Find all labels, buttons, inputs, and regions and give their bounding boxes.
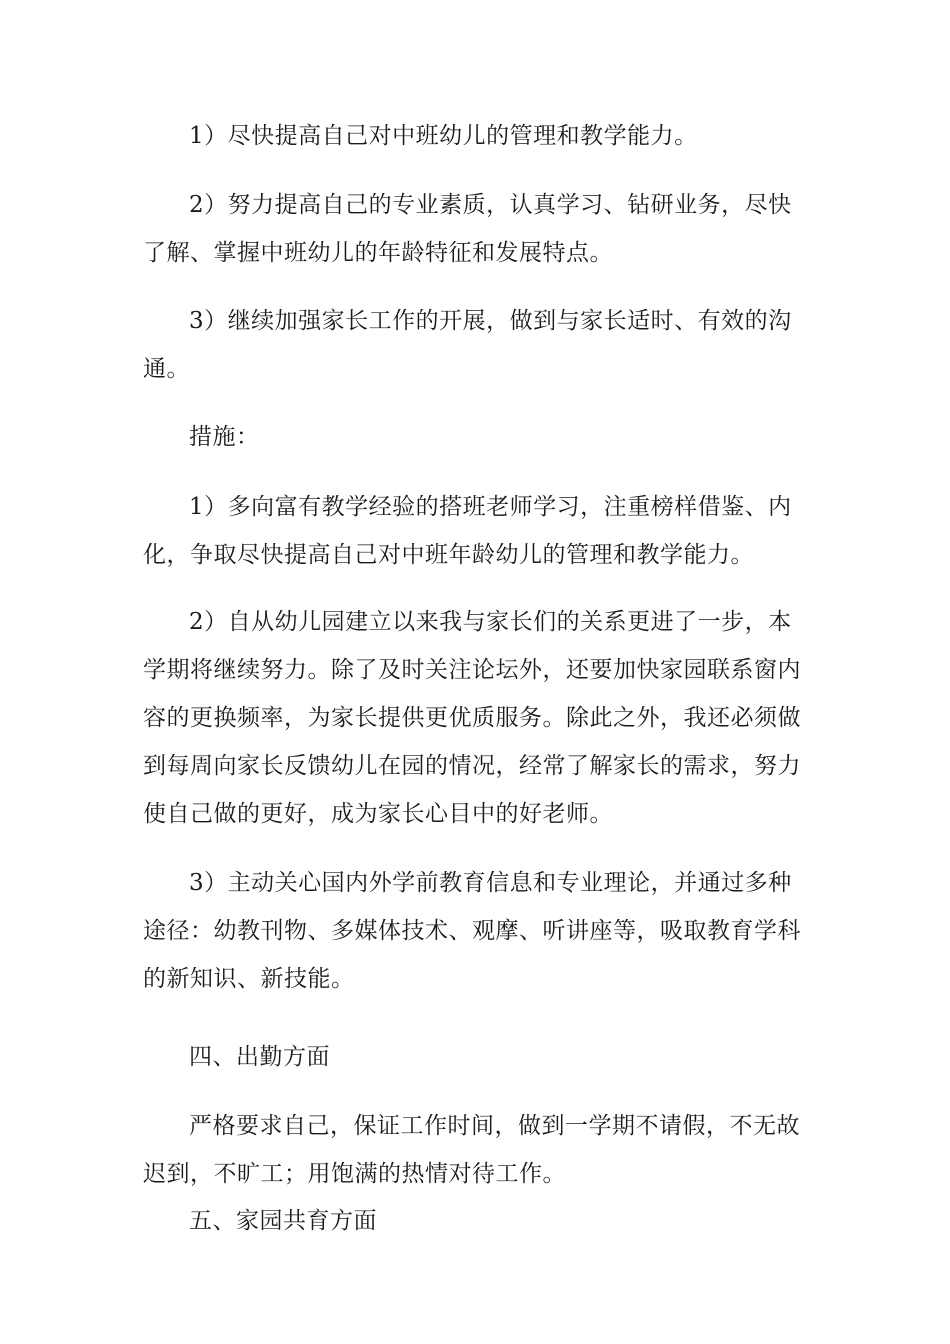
heading-measures: 措施： [189, 424, 260, 450]
heading-attendance: 四、出勤方面 [189, 1044, 330, 1070]
paragraph-measure-1: 1）多向富有教学经验的搭班老师学习，注重榜样借鉴、内化，争取尽快提高自己对中班年龄幼儿的管理和教学能力。 [143, 494, 792, 568]
paragraph-goal-3: 3）继续加强家长工作的开展，做到与家长适时、有效的沟通。 [143, 308, 792, 382]
paragraph-measure-2: 2）自从幼儿园建立以来我与家长们的关系更进了一步，本学期将继续努力。除了及时关注论坛外，还要加快家园联系窗内容的更换频率，为家长提供更优质服务。除此之外，我还必须做到每周向家长反馈幼儿在园的情况，经常了解家长的需求，努力使自己做的更好，成为家长心目中的好老师。 [143, 609, 801, 827]
paragraph-measure-3: 3）主动关心国内外学前教育信息和专业理论，并通过多种途径：幼教刊物、多媒体技术、观摩、听讲座等，吸取教育学科的新知识、新技能。 [143, 870, 801, 992]
heading-home-school: 五、家园共育方面 [189, 1208, 377, 1234]
paragraph-goal-2: 2）努力提高自己的专业素质，认真学习、钻研业务，尽快了解、掌握中班幼儿的年龄特征和发展特点。 [143, 192, 792, 266]
paragraph-attendance: 严格要求自己，保证工作时间，做到一学期不请假，不无故迟到，不旷工；用饱满的热情对待工作。 [143, 1113, 800, 1187]
paragraph-goal-1: 1）尽快提高自己对中班幼儿的管理和教学能力。 [189, 123, 698, 149]
